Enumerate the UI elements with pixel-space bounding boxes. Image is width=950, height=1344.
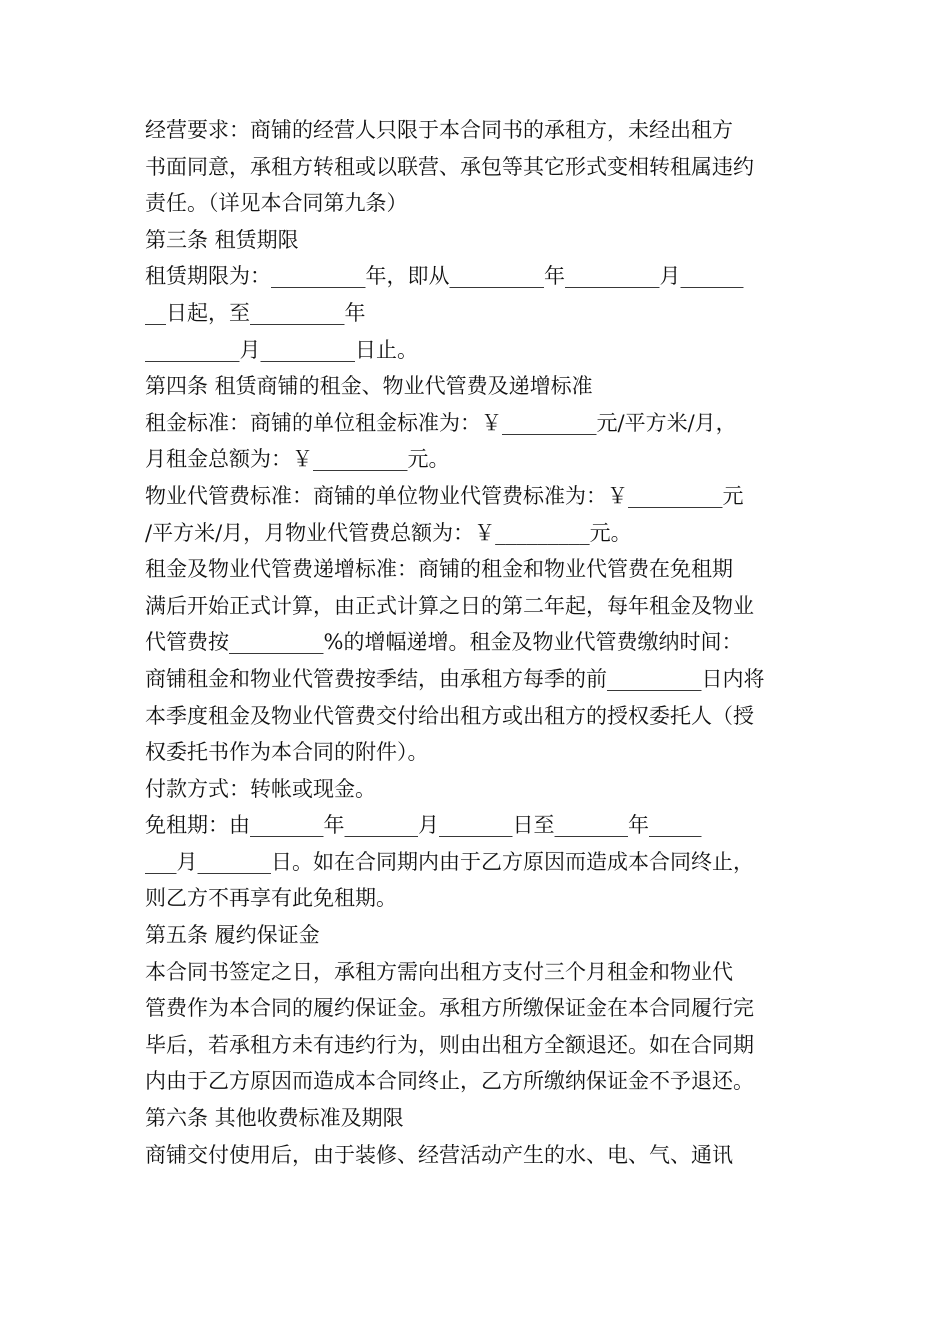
- text-line: 本季度租金及物业代管费交付给出租方或出租方的授权委托人（授: [145, 703, 754, 728]
- text-line: 毕后，若承租方未有违约行为，则由出租方全额退还。如在合同期: [145, 1032, 754, 1057]
- text-line: 管费作为本合同的履约保证金。承租方所缴保证金在本合同履行完: [145, 996, 754, 1021]
- text-line: ___月_______日。如在合同期内由于乙方原因而造成本合同终止，: [145, 849, 754, 874]
- text-line: _________月_________日止。: [145, 337, 418, 362]
- text-line: 内由于乙方原因而造成本合同终止，乙方所缴纳保证金不予退还。: [145, 1069, 754, 1094]
- text-line: 满后开始正式计算，由正式计算之日的第二年起，每年租金及物业: [145, 593, 754, 618]
- text-line: 权委托书作为本合同的附件）。: [145, 740, 429, 765]
- section-heading: 第三条 租赁期限: [145, 227, 299, 252]
- text-line: 代管费按_________%的增幅递增。租金及物业代管费缴纳时间：: [145, 630, 743, 655]
- text-line: __日起，至_________年: [145, 300, 366, 325]
- text-line: 经营要求：商铺的经营人只限于本合同书的承租方，未经出租方: [145, 118, 733, 142]
- section-heading: 第四条 租赁商铺的租金、物业代管费及递增标准: [145, 374, 593, 399]
- text-line: 书面同意，承租方转租或以联营、承包等其它形式变相转租属违约: [145, 154, 754, 179]
- section-heading: 第六条 其他收费标准及期限: [145, 1106, 404, 1131]
- text-line: 免租期：由_______年_______月_______日至_______年_____: [145, 813, 702, 838]
- text-line: 租金及物业代管费递增标准：商铺的租金和物业代管费在免租期: [145, 557, 733, 582]
- text-line: 商铺租金和物业代管费按季结，由承租方每季的前_________日内将: [145, 666, 765, 691]
- text-line: 则乙方不再享有此免租期。: [145, 886, 397, 911]
- text-line: 本合同书签定之日，承租方需向出租方支付三个月租金和物业代: [145, 959, 733, 984]
- text-line: 租金标准：商铺的单位租金标准为：￥_________元/平方米/月，: [145, 410, 737, 435]
- text-line: /平方米/月，月物业代管费总额为：￥_________元。: [145, 520, 632, 545]
- text-line: 付款方式：转帐或现金。: [145, 776, 376, 801]
- document-body: [145, 112, 810, 1173]
- text-line: 租赁期限为：_________年，即从_________年_________月______: [145, 264, 744, 289]
- text-line: 商铺交付使用后，由于装修、经营活动产生的水、电、气、通讯: [145, 1142, 733, 1167]
- section-heading: 第五条 履约保证金: [145, 923, 320, 948]
- text-line: 责任。（详见本合同第九条）: [145, 191, 408, 216]
- text-line: 月租金总额为：￥_________元。: [145, 447, 450, 472]
- text-line: 物业代管费标准：商铺的单位物业代管费标准为：￥_________元: [145, 483, 744, 508]
